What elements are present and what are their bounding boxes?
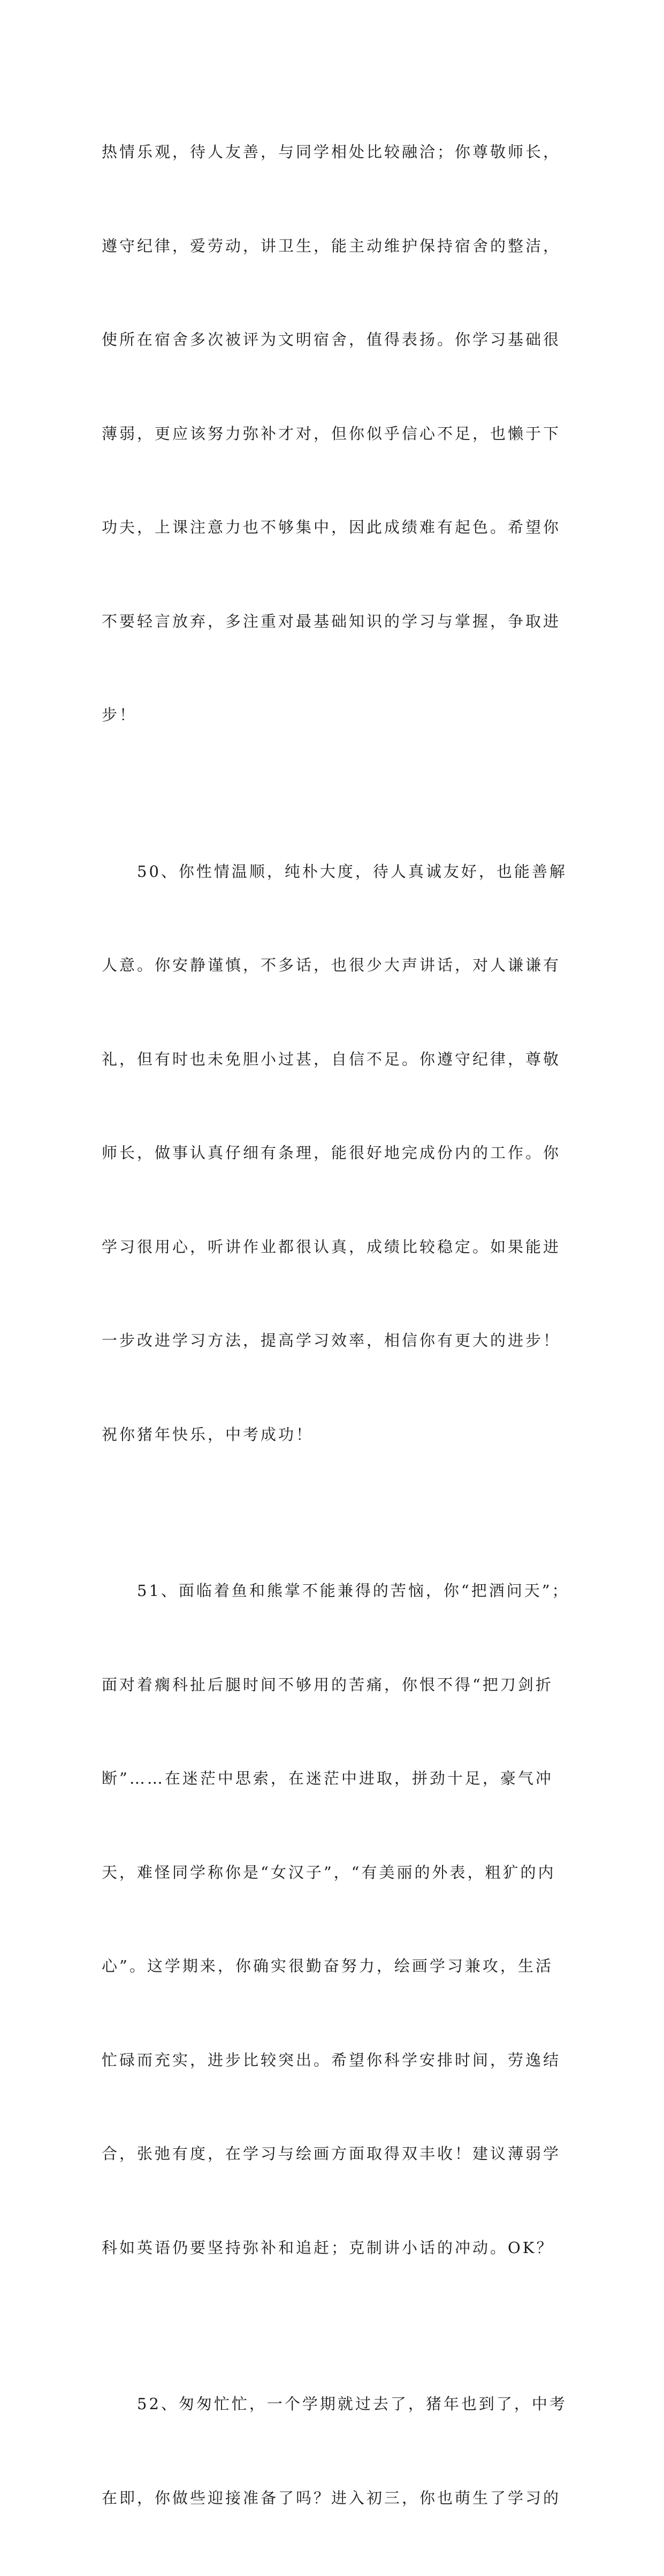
text-line: 学习很用心，听讲作业都很认真，成绩比较稳定。如果能进 bbox=[102, 1237, 561, 1256]
paragraph-52 bbox=[102, 2326, 573, 2576]
paragraph-continued bbox=[102, 74, 573, 793]
text-line: 合，张弛有度，在学习与绘画方面取得双丰收！建议薄弱学 bbox=[102, 2145, 561, 2163]
text-line: 热情乐观，待人友善，与同学相处比较融洽；你尊敬师长， bbox=[102, 143, 561, 161]
text-line: 心”。这学期来，你确实很勤奋努力，绘画学习兼攻，生活 bbox=[102, 1957, 553, 1975]
text-line: 师长，做事认真仔细有条理，能很好地完成份内的工作。你 bbox=[102, 1144, 561, 1162]
paragraph-51 bbox=[102, 1513, 573, 2326]
text-line: 51、面临着鱼和熊掌不能兼得的苦恼，你“把酒问天”； bbox=[102, 1582, 570, 1600]
text-line: 科如英语仍要坚持弥补和追赶；克制讲小话的冲动。OK？ bbox=[102, 2238, 554, 2257]
text-line: 一步改进学习方法，提高学习效率，相信你有更大的进步！ bbox=[102, 1331, 561, 1349]
text-line: 使所在宿舍多次被评为文明宿舍，值得表扬。你学习基础很 bbox=[102, 330, 561, 349]
paragraph-50 bbox=[102, 793, 573, 1513]
text-line: 断”……在迷茫中思索，在迷茫中进取，拼劲十足，豪气冲 bbox=[102, 1769, 553, 1787]
text-line: 面对着瘸科扯后腿时间不够用的苦痛，你恨不得“把刀剑折 bbox=[102, 1675, 553, 1694]
text-line: 薄弱，更应该努力弥补才对，但你似乎信心不足，也懒于下 bbox=[102, 424, 561, 443]
text-line: 遵守纪律，爱劳动，讲卫生，能主动维护保持宿舍的整洁， bbox=[102, 236, 561, 255]
text-line: 祝你猪年快乐，中考成功！ bbox=[102, 1425, 314, 1444]
text-line: 人意。你安静谨慎，不多话，也很少大声讲话，对人谦谦有 bbox=[102, 956, 561, 974]
text-line: 功夫，上课注意力也不够集中，因此成绩难有起色。希望你 bbox=[102, 518, 561, 536]
text-line: 52、匆匆忙忙，一个学期就过去了，猪年也到了，中考 bbox=[102, 2395, 567, 2413]
document-page bbox=[102, 74, 573, 2576]
text-line: 天，难怪同学称你是“女汉子”，“有美丽的外表，粗犷的内 bbox=[102, 1863, 556, 1881]
text-line: 礼，但有时也未免胆小过甚，自信不足。你遵守纪律，尊敬 bbox=[102, 1050, 561, 1068]
text-line: 在即，你做些迎接准备了吗？进入初三，你也萌生了学习的 bbox=[102, 2488, 561, 2507]
text-line: 忙碌而充实，进步比较突出。希望你科学安排时间，劳逸结 bbox=[102, 2050, 561, 2069]
text-line: 不要轻言放弃，多注重对最基础知识的学习与掌握，争取进 bbox=[102, 612, 561, 630]
text-line: 50、你性情温顺，纯朴大度，待人真诚友好，也能善解 bbox=[102, 862, 567, 881]
text-line: 步！ bbox=[102, 706, 138, 724]
